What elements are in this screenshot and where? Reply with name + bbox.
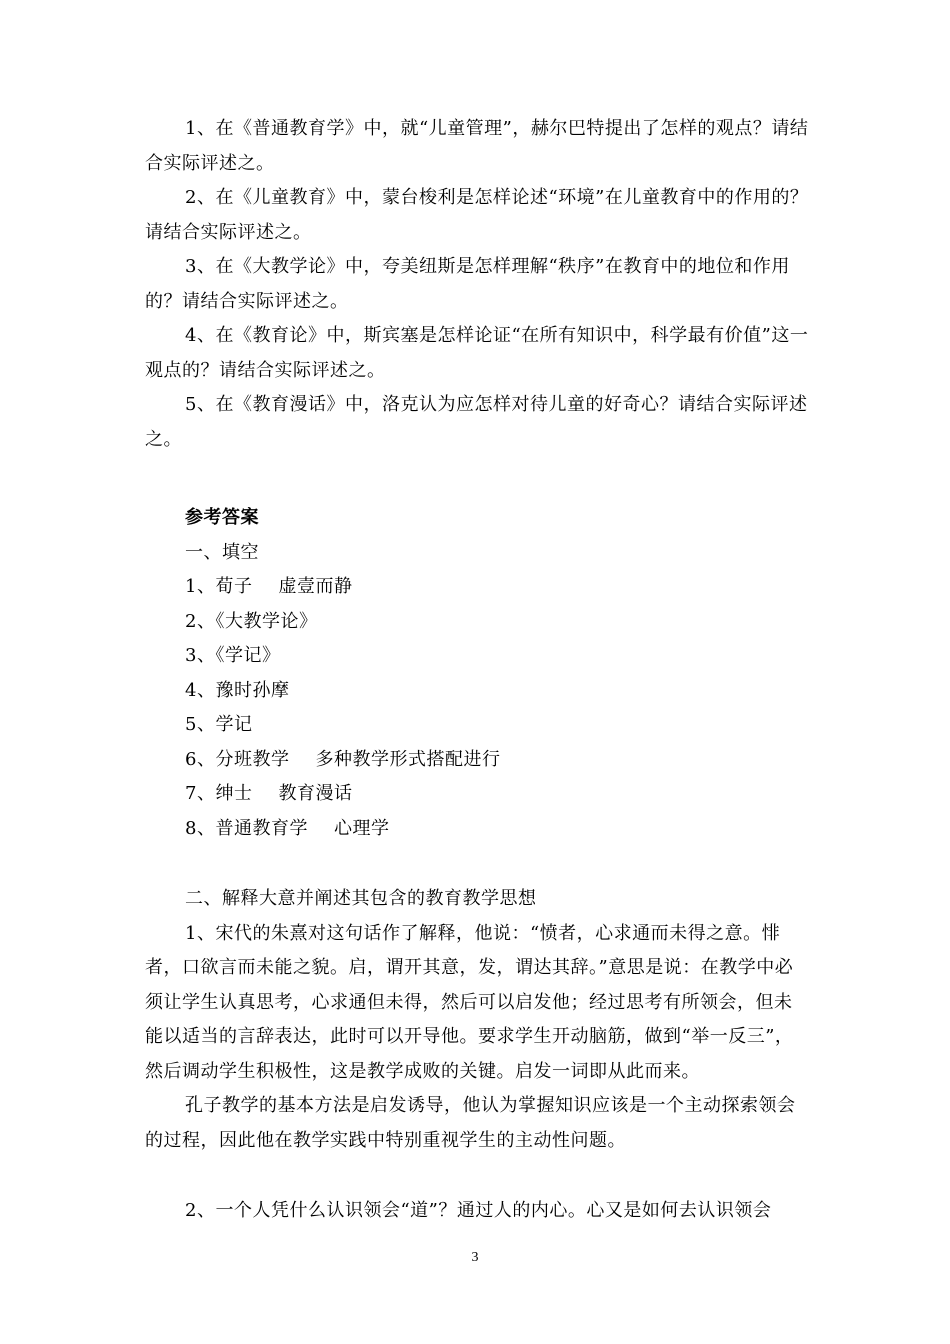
spacer (145, 846, 810, 882)
fill-answer-8: 8、普通教育学 心理学 (185, 817, 390, 839)
spacer (145, 1158, 810, 1194)
fill-answer-4: 4、豫时孙摩 (185, 679, 290, 701)
fill-answer-6: 6、分班教学 多种教学形式搭配进行 (185, 748, 501, 770)
question-2: 2、在《儿童教育》中，蒙台梭利是怎样论述“环境”在儿童教育中的作用的？请结合实际评述之。 (145, 187, 809, 243)
fill-answer-2: 2、《大教学论》 (185, 610, 318, 632)
section2-paragraph-1: 1、宋代的朱熹对这句话作了解释，他说：“愤者，心求通而未得之意。悱者，口欲言而未能之貌。启，谓开其意，发，谓达其辞。”意思是说：在教学中必须让学生认真思考，心求通但未得，然后可以启发他；经过思考有所领会，但未能以适当的言辞表达，此时可以开导他。要求学生开动脑筋，做到“举一反三”，然后调动学生积极性，这是教学成败的关键。启发一词即从此而来。 (145, 922, 794, 1082)
section2-paragraph-2: 孔子教学的基本方法是启发诱导，他认为掌握知识应该是一个主动探索领会的过程，因此他在教学实践中特别重视学生的主动性问题。 (145, 1095, 796, 1151)
page-content (145, 112, 810, 1229)
fill-answer-7: 7、绅士 教育漫话 (185, 783, 353, 804)
section2-title: 二、解释大意并阐述其包含的教育教学思想 (185, 888, 537, 909)
spacer (145, 457, 810, 501)
section1-title: 一、填空 (185, 541, 259, 563)
question-5: 5、在《教育漫话》中，洛克认为应怎样对待儿童的好奇心？请结合实际评述之。 (145, 394, 808, 450)
fill-answer-5: 5、学记 (185, 714, 253, 735)
section2-paragraph-3: 2、一个人凭什么认识领会“道”？通过人的内心。心又是如何去认识领会 (185, 1200, 772, 1221)
question-4: 4、在《教育论》中，斯宾塞是怎样论证“在所有知识中，科学最有价值”这一观点的？请结合实际评述之。 (145, 325, 809, 381)
fill-answer-1: 1、荀子 虚壹而静 (185, 576, 353, 597)
answers-heading: 参考答案 (185, 507, 259, 528)
question-1: 1、在《普通教育学》中，就“儿童管理”，赫尔巴特提出了怎样的观点？请结合实际评述之。 (145, 118, 809, 174)
question-3: 3、在《大教学论》中，夸美纽斯是怎样理解“秩序”在教育中的地位和作用的？请结合实际评述之。 (145, 256, 790, 312)
page-number: 3 (471, 1250, 479, 1265)
fill-answer-3: 3、《学记》 (185, 645, 281, 666)
